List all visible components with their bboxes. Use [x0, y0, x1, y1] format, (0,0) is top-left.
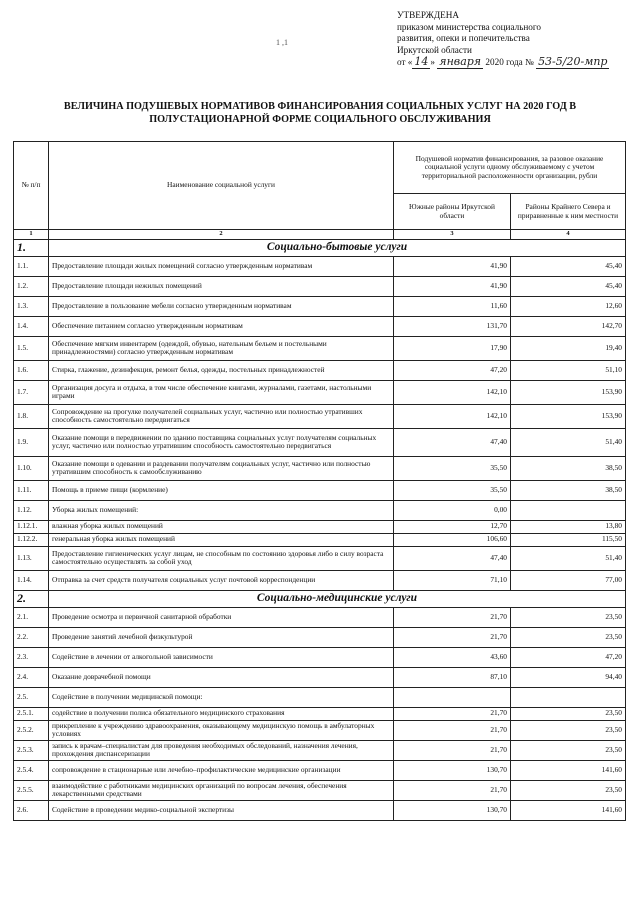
table-row	[14, 276, 626, 296]
table-row	[14, 360, 626, 380]
south-value: 41,90	[394, 256, 511, 276]
service-name: Организация досуга и отдыха, в том числе обеспечение книгами, журналами, газетами, настольными играми	[49, 380, 394, 404]
column-number-row	[14, 230, 626, 240]
table-row	[14, 380, 626, 404]
column-number: 3	[394, 230, 511, 240]
service-name: Предоставление площади жилых помещений согласно утвержденным нормативам	[49, 256, 394, 276]
north-value: 77,00	[511, 570, 626, 590]
north-value: 12,60	[511, 296, 626, 316]
document-title-line: ПОЛУСТАЦИОНАРНОЙ ФОРМЕ СОЦИАЛЬНОГО ОБСЛУЖИВАНИЯ	[149, 113, 491, 125]
row-number: 2.5.	[14, 687, 49, 707]
row-number: 2.5.3.	[14, 740, 49, 760]
column-number: 2	[49, 230, 394, 240]
north-value: 141,60	[511, 760, 626, 780]
north-value: 45,40	[511, 276, 626, 296]
table-row	[14, 500, 626, 520]
row-number: 1.5.	[14, 336, 49, 360]
row-number: 1.12.	[14, 500, 49, 520]
service-name: Проведение занятий лечебной физкультурой	[49, 627, 394, 647]
row-number: 1.6.	[14, 360, 49, 380]
service-name: Содействие в проведении медико-социальной экспертизы	[49, 800, 394, 820]
north-value: 153,90	[511, 404, 626, 428]
south-value: 131,70	[394, 316, 511, 336]
table-row	[14, 316, 626, 336]
service-name: Предоставление в пользование мебели согласно утвержденным нормативам	[49, 296, 394, 316]
north-value: 23,50	[511, 720, 626, 740]
header-north: Районы Крайнего Севера и приравненные к ним местности	[511, 194, 626, 230]
north-value: 38,50	[511, 480, 626, 500]
approval-date-prefix: от «	[397, 57, 413, 68]
row-number: 1.4.	[14, 316, 49, 336]
document-title	[0, 101, 640, 126]
row-number: 2.4.	[14, 667, 49, 687]
south-value: 0,00	[394, 500, 511, 520]
south-value: 41,90	[394, 276, 511, 296]
row-number: 2.5.2.	[14, 720, 49, 740]
approval-date-day: 14	[414, 55, 429, 69]
row-number: 1.8.	[14, 404, 49, 428]
row-number: 2.5.5.	[14, 780, 49, 800]
table-row	[14, 687, 626, 707]
service-name: Оказание помощи в одевании и раздевании получателям социальных услуг, частично или полностью утратившим способность к самообслуживанию	[49, 456, 394, 480]
approval-line: приказом министерства социального	[397, 21, 542, 32]
table-header-row	[14, 142, 626, 194]
approval-date-line	[397, 56, 637, 69]
north-value: 23,50	[511, 780, 626, 800]
approval-date-mid: »	[430, 57, 435, 68]
service-name: Стирка, глажение, дезинфекция, ремонт белья, одежды, постельных принадлежностей	[49, 360, 394, 380]
south-value: 21,70	[394, 780, 511, 800]
row-number: 2.2.	[14, 627, 49, 647]
service-name: Отправка за счет средств получателя социальных услуг почтовой корреспонденции	[49, 570, 394, 590]
table-row	[14, 707, 626, 720]
approval-date-month: января	[439, 55, 482, 69]
south-value: 17,90	[394, 336, 511, 360]
service-name: Предоставление площади нежилых помещений	[49, 276, 394, 296]
row-number: 1.9.	[14, 428, 49, 456]
service-name: Обеспечение питанием согласно утвержденным нормативам	[49, 316, 394, 336]
service-name: Уборка жилых помещений:	[49, 500, 394, 520]
north-value: 115,50	[511, 533, 626, 546]
north-value: 94,40	[511, 667, 626, 687]
row-number: 2.5.1.	[14, 707, 49, 720]
north-value: 153,90	[511, 380, 626, 404]
section-number: 1.	[14, 239, 49, 256]
south-value: 130,70	[394, 800, 511, 820]
table-row	[14, 720, 626, 740]
approval-doc-number: 53-5/20-мпр	[538, 55, 608, 69]
north-value: 51,40	[511, 546, 626, 570]
table-row	[14, 456, 626, 480]
row-number: 2.3.	[14, 647, 49, 667]
south-value: 71,10	[394, 570, 511, 590]
north-value	[511, 687, 626, 707]
row-number: 1.11.	[14, 480, 49, 500]
south-value: 43,60	[394, 647, 511, 667]
north-value: 13,80	[511, 520, 626, 533]
service-name: Оказание помощи в передвижении по зданию поставщика социальных услуг получателям социальных услуг, частично или полностью утратившим способность самостоятельно передвигаться	[49, 428, 394, 456]
south-value: 21,70	[394, 740, 511, 760]
header-norm-group: Подушевой норматив финансирования, за разовое оказание социальной услуги одному обслуживаемому с учетом территориальной расположенности организации, рубли	[394, 142, 626, 194]
north-value: 47,20	[511, 647, 626, 667]
row-number: 2.5.4.	[14, 760, 49, 780]
table-row	[14, 296, 626, 316]
service-name: содействие в получении полиса обязательного медицинского страхования	[49, 707, 394, 720]
service-name: Обеспечение мягким инвентарем (одеждой, обувью, нательным бельем и постельными принадлежностями) согласно утвержденным нормативам	[49, 336, 394, 360]
table-row	[14, 404, 626, 428]
column-number: 4	[511, 230, 626, 240]
north-value: 51,10	[511, 360, 626, 380]
approval-date-year: 2020 года №	[485, 57, 534, 68]
row-number: 1.14.	[14, 570, 49, 590]
south-value: 21,70	[394, 720, 511, 740]
table-row	[14, 647, 626, 667]
south-value: 11,60	[394, 296, 511, 316]
south-value: 142,10	[394, 404, 511, 428]
service-name: сопровождение в стационарные или лечебно–профилактические медицинские организации	[49, 760, 394, 780]
north-value	[511, 500, 626, 520]
row-number: 1.13.	[14, 546, 49, 570]
table-row	[14, 800, 626, 820]
south-value: 106,60	[394, 533, 511, 546]
header-name: Наименование социальной услуги	[49, 142, 394, 230]
service-name: генеральная уборка жилых помещений	[49, 533, 394, 546]
north-value: 142,70	[511, 316, 626, 336]
section-row	[14, 590, 626, 607]
south-value: 21,70	[394, 627, 511, 647]
service-name: Предоставление гигиенических услуг лицам, не способным по состоянию здоровья либо в силу возраста самостоятельно осуществлять за собой уход	[49, 546, 394, 570]
row-number: 1.12.1.	[14, 520, 49, 533]
service-name: запись к врачам–специалистам для проведения необходимых обследований, назначения лечения, прохождения диспансеризации	[49, 740, 394, 760]
north-value: 141,60	[511, 800, 626, 820]
north-value: 23,50	[511, 627, 626, 647]
table-row	[14, 520, 626, 533]
service-name: Проведение осмотра и первичной санитарной обработки	[49, 607, 394, 627]
table-row	[14, 546, 626, 570]
south-value: 130,70	[394, 760, 511, 780]
south-value: 142,10	[394, 380, 511, 404]
service-name: взаимодействие с работниками медицинских организаций по вопросам лечения, обеспечения лекарственными средствами	[49, 780, 394, 800]
row-number: 1.10.	[14, 456, 49, 480]
approval-line: Иркутской области	[397, 44, 472, 55]
service-name: Оказание доврачебной помощи	[49, 667, 394, 687]
table-row	[14, 780, 626, 800]
row-number: 1.7.	[14, 380, 49, 404]
north-value: 19,40	[511, 336, 626, 360]
header-num: № п/п	[14, 142, 49, 230]
table-row	[14, 480, 626, 500]
table-row	[14, 256, 626, 276]
service-name: Содействие в лечении от алкогольной зависимости	[49, 647, 394, 667]
row-number: 2.1.	[14, 607, 49, 627]
row-number: 1.12.2.	[14, 533, 49, 546]
norms-table	[13, 141, 626, 821]
approval-stamp	[397, 10, 637, 69]
document-title-line: ВЕЛИЧИНА ПОДУШЕВЫХ НОРМАТИВОВ ФИНАНСИРОВАНИЯ СОЦИАЛЬНЫХ УСЛУГ НА 2020 ГОД В	[63, 101, 577, 112]
table-row	[14, 667, 626, 687]
south-value: 47,20	[394, 360, 511, 380]
row-number: 1.1.	[14, 256, 49, 276]
south-value: 47,40	[394, 428, 511, 456]
table-row	[14, 570, 626, 590]
north-value: 23,50	[511, 607, 626, 627]
south-value: 35,50	[394, 456, 511, 480]
header-south: Южные районы Иркутской области	[394, 194, 511, 230]
service-name: Сопровождение на прогулке получателей социальных услуг, частично или полностью утративших способность самостоятельно передвигаться	[49, 404, 394, 428]
table-row	[14, 533, 626, 546]
north-value: 23,50	[511, 707, 626, 720]
table-row	[14, 607, 626, 627]
section-row	[14, 239, 626, 256]
service-name: влажная уборка жилых помещений	[49, 520, 394, 533]
north-value: 38,50	[511, 456, 626, 480]
south-value: 21,70	[394, 607, 511, 627]
row-number: 1.2.	[14, 276, 49, 296]
row-number: 2.6.	[14, 800, 49, 820]
table-row	[14, 627, 626, 647]
north-value: 51,40	[511, 428, 626, 456]
table-row	[14, 740, 626, 760]
north-value: 45,40	[511, 256, 626, 276]
south-value	[394, 687, 511, 707]
south-value: 87,10	[394, 667, 511, 687]
south-value: 35,50	[394, 480, 511, 500]
service-name: Содействие в получении медицинской помощи:	[49, 687, 394, 707]
approval-line: развития, опеки и попечительства	[397, 33, 530, 44]
service-name: Помощь в приеме пищи (кормление)	[49, 480, 394, 500]
section-title: Социально-бытовые услуги	[49, 239, 626, 256]
column-number: 1	[14, 230, 49, 240]
south-value: 47,40	[394, 546, 511, 570]
south-value: 12,70	[394, 520, 511, 533]
table-row	[14, 336, 626, 360]
section-number: 2.	[14, 590, 49, 607]
table-row	[14, 428, 626, 456]
row-number: 1.3.	[14, 296, 49, 316]
south-value: 21,70	[394, 707, 511, 720]
service-name: прикрепление к учреждению здравоохранения, оказывающему медицинскую помощь в амбулаторных условиях	[49, 720, 394, 740]
north-value: 23,50	[511, 740, 626, 760]
section-title: Социально-медицинские услуги	[49, 590, 626, 607]
approval-heading: УТВЕРЖДЕНА	[397, 10, 460, 20]
table-row	[14, 760, 626, 780]
stray-mark: 1 ,1	[276, 38, 288, 47]
